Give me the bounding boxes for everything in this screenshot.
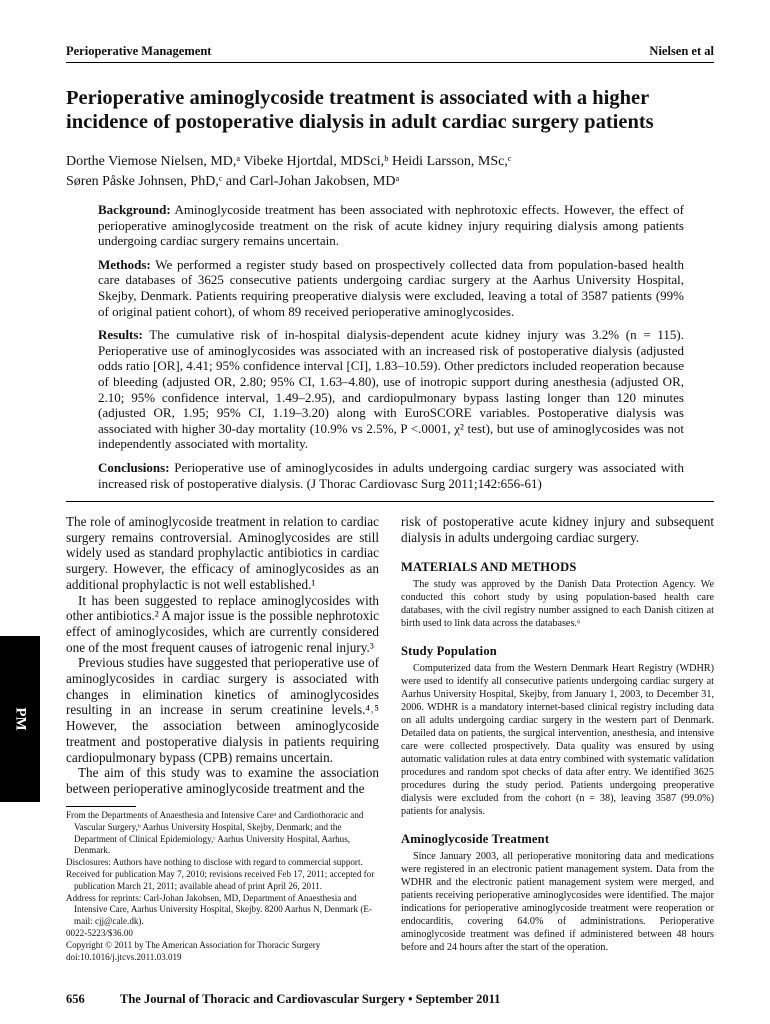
methods-column bbox=[401, 514, 714, 954]
page-number: 656 bbox=[66, 992, 85, 1006]
footnote-issn: 0022-5223/$36.00 bbox=[66, 927, 133, 938]
author-line-2: Søren Påske Johnsen, PhD,ᶜ and Carl-Johan Jakobsen, MDᵃ bbox=[66, 174, 400, 189]
intro-paragraph-3: Previous studies have suggested that perioperative use of aminoglycosides in cardiac surgery is associated with changes in elimination kinetics of aminoglycosides resulting in an increase in serum creatinine levels.⁴˒⁵ However, the association between aminoglycoside treatment and postoperative dialysis in patients requiring cardiopulmonary bypass (CPB) remains uncertain. bbox=[66, 655, 379, 765]
side-tab-label: PM bbox=[12, 707, 29, 731]
study-population-paragraph: Computerized data from the Western Denmark Heart Registry (WDHR) were used to identify all consecutive patients undergoing cardiac surgery at Aarhus University Hospital, Skejby, from January 1, 2003, to December 31, 2006. WDHR is a mandatory internet-based clinical registry including data on all adults undergoing cardiac surgery in the western part of Denmark. Detailed data on patients, the surgical intervention, anesthesia, and intensive care were collected prospectively. Data quality was ensured by using automatic validation rules at data entry combined with systematic validation procedures and random spot checks of data after entry. We identified 3625 procedures during the study period. Patients undergoing preoperative dialysis were excluded from the cohort (n = 38), leaving 3587 (99.0%) patients for analysis. bbox=[401, 663, 714, 818]
abstract-background bbox=[98, 202, 684, 249]
footnote-reprints: Address for reprints: Carl-Johan Jakobsen, MD, Department of Anaesthesia and Intensive Care, Aarhus University Hospital, Skejby. 8200 Aarhus N, Denmark (E-mail: cjj@cale.dk). bbox=[66, 892, 372, 927]
study-population-heading: Study Population bbox=[401, 644, 497, 659]
running-header-section: Perioperative Management bbox=[66, 44, 212, 58]
footnote-copyright: Copyright © 2011 by The American Association for Thoracic Surgery bbox=[66, 939, 321, 950]
aminoglycoside-treatment-paragraph: Since January 2003, all perioperative monitoring data and medications were registered in an electronic patient management system. Data from the WDHR and the electronic patient management system were merged, and patients receiving perioperative aminoglycosides were identified. The major indications for perioperative aminoglycoside treatment were reoperation or endocarditis, covering 64.0% of administrations. Perioperative aminoglycoside treatment was defined if administered between 48 hours before and 24 hours after the start of the operation. bbox=[401, 851, 714, 954]
section-side-tab bbox=[0, 636, 40, 802]
intro-paragraph-2: It has been suggested to replace aminoglycosides with other antibiotics.² A major issue is the possible nephrotoxic effect of aminoglycosides, which are currently considered one of the most frequent causes of iatrogenic renal injury.³ bbox=[66, 592, 379, 655]
footnote-disclosures: Disclosures: Authors have nothing to disclose with regard to commercial support. bbox=[66, 857, 363, 868]
background-text: Aminoglycoside treatment has been associated with nephrotoxic effects. However, the effect of perioperative aminoglycoside treatment on the risk of acute kidney injury requiring dialysis among patients undergoing cardiac surgery remains uncertain. bbox=[98, 202, 684, 249]
background-label: Background: bbox=[98, 202, 171, 217]
article-title: Perioperative aminoglycoside treatment is associated with a higher incidence of postoperative dialysis in adult cardiac surgery patients bbox=[66, 87, 654, 133]
intro-paragraph-4-continued: risk of postoperative acute kidney injury and subsequent dialysis in adults undergoing cardiac surgery. bbox=[401, 514, 714, 545]
journal-footer: The Journal of Thoracic and Cardiovascular Surgery • September 2011 bbox=[120, 992, 501, 1006]
results-label: Results: bbox=[98, 327, 143, 343]
abstract-conclusions bbox=[98, 460, 684, 491]
author-line-1: Dorthe Viemose Nielsen, MD,ᵃ Vibeke Hjortdal, MDSci,ᵇ Heidi Larsson, MSc,ᶜ bbox=[66, 154, 512, 169]
materials-methods-heading: MATERIALS AND METHODS bbox=[401, 560, 577, 575]
intro-paragraph-1: The role of aminoglycoside treatment in relation to cardiac surgery remains controversial. Aminoglycosides are still widely used as standard prophylactic antibiotics in cardiac surgery. However, the efficacy of aminoglycosides as an additional prophylactic is not well established.¹ bbox=[66, 514, 379, 592]
results-text: The cumulative risk of in-hospital dialysis-dependent acute kidney injury was 3.2% (n = 115). Perioperative use of aminoglycosides was associated with an increased risk of postoperative dialysis (adjusted odds ratio [OR], 4.41; 95% confidence interval [CI], 1.83–10.59). Other predictors included reoperation because of bleeding (adjusted OR, 2.80; 95% CI, 1.63–4.80), use of inotropic support during anesthesia (adjusted OR, 2.10; 95% confidence interval, 1.49–2.95), and cardiopulmonary bypass lasting longer than 120 minutes (adjusted OR, 1.95; 95% CI, 1.19–3.20) along with EuroSCORE variables. Postoperative dialysis was associated with higher 30-day mortality (10.9% vs 2.5%, P <.0001, χ² test), but use of aminoglycosides was not independently associated with mortality. bbox=[98, 327, 684, 452]
footnotes bbox=[66, 810, 379, 963]
footnote-received: Received for publication May 7, 2010; revisions received Feb 17, 2011; accepted for publication March 21, 2011; available ahead of print April 26, 2011. bbox=[66, 868, 375, 891]
footnote-rule bbox=[66, 806, 136, 807]
intro-paragraph-4: The aim of this study was to examine the association between perioperative aminoglycoside treatment and the bbox=[66, 765, 379, 796]
header-rule bbox=[66, 62, 714, 63]
aminoglycoside-treatment-heading: Aminoglycoside Treatment bbox=[401, 832, 550, 847]
abstract-results bbox=[98, 327, 684, 452]
abstract bbox=[98, 202, 684, 499]
conclusions-text: Perioperative use of aminoglycosides in adults undergoing cardiac surgery was associated with increased risk of postoperative dialysis. (J Thorac Cardiovasc Surg 2011;142:656-61) bbox=[98, 459, 684, 491]
methods-intro-paragraph: The study was approved by the Danish Data Protection Agency. We conducted this cohort study by using population-based health care databases, with the civil registry number assigned to each Danish citizen at birth used to link data across the databases.⁶ bbox=[401, 579, 714, 630]
intro-column bbox=[66, 514, 379, 797]
conclusions-label: Conclusions: bbox=[98, 459, 170, 475]
author-list bbox=[66, 152, 716, 192]
methods-text: We performed a register study based on prospectively collected data from population-based health care databases of 3625 consecutive patients undergoing cardiac surgery at the Aarhus University Hospital, Skejby, Denmark. Patients requiring preoperative dialysis were excluded, leaving a total of 3587 patients (99% of original patient cohort), of whom 89 received perioperative aminoglycosides. bbox=[98, 256, 684, 319]
methods-label: Methods: bbox=[98, 256, 151, 272]
abstract-rule bbox=[66, 501, 714, 502]
running-header-authors: Nielsen et al bbox=[649, 44, 714, 58]
footnote-doi: doi:10.1016/j.jtcvs.2011.03.019 bbox=[66, 951, 182, 962]
abstract-methods bbox=[98, 257, 684, 319]
footnote-affiliations: From the Departments of Anaesthesia and Intensive Careᵃ and Cardiothoracic and Vascular Surgery,ᵇ Aarhus University Hospital, Skejby, Denmark; and the Department of Clinical Epidemiology,ᶜ Aarhus University Hospital, Aarhus, Denmark. bbox=[66, 810, 364, 856]
